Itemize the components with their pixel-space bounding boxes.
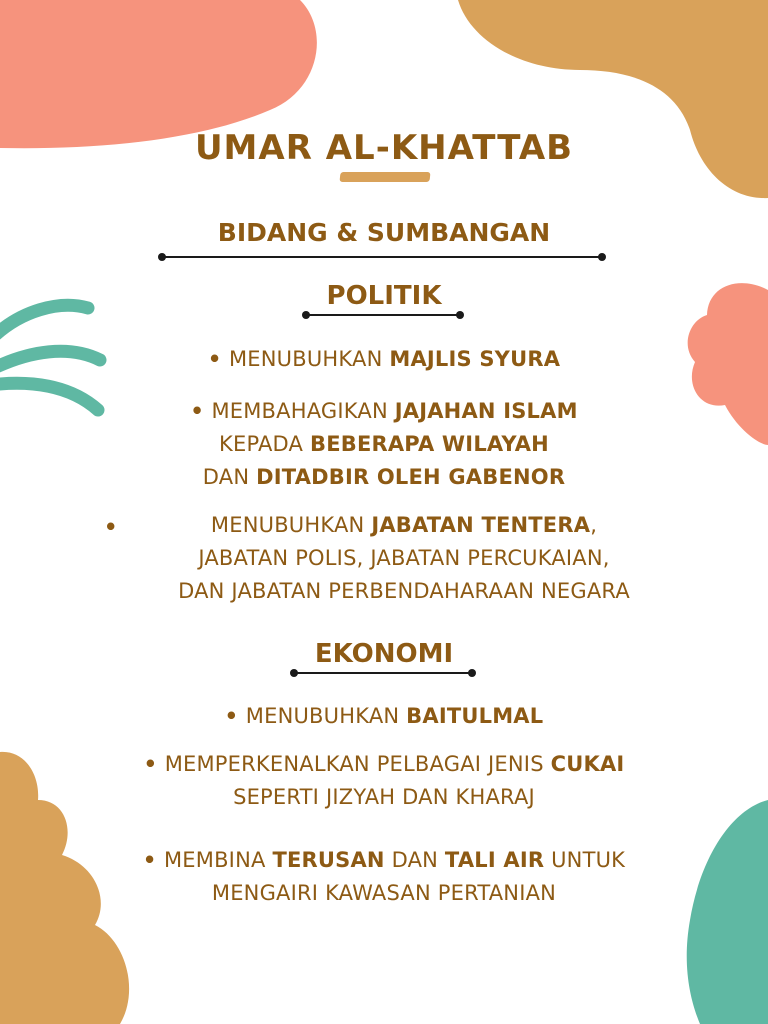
list-item bbox=[0, 700, 768, 733]
emphasis-text: JABATAN TENTERA bbox=[371, 513, 591, 537]
list-item-line bbox=[0, 877, 768, 910]
list-item-line bbox=[0, 781, 768, 814]
body-text: MEMBINA bbox=[163, 848, 273, 872]
emphasis-text: BEBERAPA WILAYAH bbox=[309, 432, 549, 456]
body-text: MENUBUHKAN bbox=[228, 347, 390, 371]
emphasis-text: DITADBIR OLEH GABENOR bbox=[256, 465, 566, 489]
list-item-line bbox=[20, 542, 768, 575]
list-bullet: • bbox=[142, 848, 164, 872]
list-item bbox=[0, 395, 768, 494]
title-underline bbox=[339, 172, 430, 182]
list-item-line bbox=[0, 700, 768, 733]
list-item-line bbox=[0, 395, 768, 428]
body-text: SEPERTI JIZYAH DAN KHARAJ bbox=[233, 785, 535, 809]
list-bullet: • bbox=[143, 752, 165, 776]
politik-divider bbox=[305, 314, 461, 316]
page-title: UMAR AL-KHATTAB bbox=[194, 128, 574, 168]
body-text: MENUBUHKAN bbox=[245, 704, 407, 728]
list-item-line bbox=[20, 509, 768, 542]
subtitle-divider bbox=[161, 256, 603, 258]
emphasis-text: TALI AIR bbox=[444, 848, 545, 872]
list-item-line bbox=[20, 575, 768, 608]
page-subtitle: BIDANG & SUMBANGAN bbox=[217, 218, 551, 247]
emphasis-text: BAITULMAL bbox=[406, 704, 544, 728]
list-bullet: • bbox=[224, 704, 246, 728]
body-text: , bbox=[590, 513, 598, 537]
section-heading-politik: POLITIK bbox=[326, 281, 442, 311]
section-heading-ekonomi: EKONOMI bbox=[314, 639, 454, 669]
body-text: DAN bbox=[202, 465, 257, 489]
list-item-line bbox=[0, 461, 768, 494]
body-text: MENGAIRI KAWASAN PERTANIAN bbox=[211, 881, 557, 905]
ekonomi-divider bbox=[293, 672, 473, 674]
list-item-line bbox=[0, 428, 768, 461]
list-item-line bbox=[0, 844, 768, 877]
body-text: KEPADA bbox=[219, 432, 310, 456]
body-text: MENUBUHKAN bbox=[210, 513, 372, 537]
body-text: DAN bbox=[384, 848, 445, 872]
emphasis-text: MAJLIS SYURA bbox=[389, 347, 561, 371]
list-bullet: • bbox=[104, 515, 118, 539]
list-item-line bbox=[0, 748, 768, 781]
body-text: MEMPERKENALKAN PELBAGAI JENIS bbox=[164, 752, 551, 776]
body-text: UNTUK bbox=[544, 848, 626, 872]
emphasis-text: TERUSAN bbox=[272, 848, 385, 872]
emphasis-text: CUKAI bbox=[550, 752, 625, 776]
body-text: JABATAN POLIS, JABATAN PERCUKAIAN, bbox=[198, 546, 610, 570]
list-item bbox=[0, 844, 768, 910]
emphasis-text: JAJAHAN ISLAM bbox=[394, 399, 578, 423]
list-bullet: • bbox=[207, 347, 229, 371]
list-item bbox=[0, 748, 768, 814]
body-text: MEMBAHAGIKAN bbox=[211, 399, 395, 423]
list-item bbox=[0, 343, 768, 376]
list-bullet: • bbox=[190, 399, 212, 423]
body-text: DAN JABATAN PERBENDAHARAAN NEGARA bbox=[178, 579, 630, 603]
list-item-line bbox=[0, 343, 768, 376]
list-item bbox=[20, 509, 768, 608]
